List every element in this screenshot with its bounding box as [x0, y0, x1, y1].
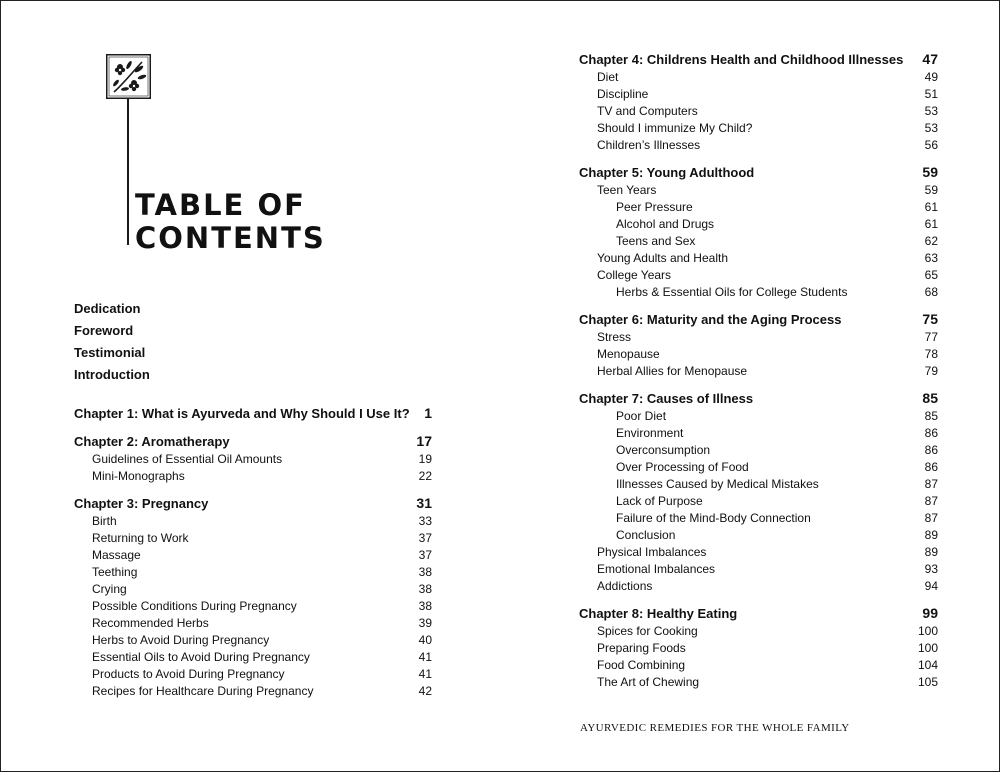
- entry-label: Physical Imbalances: [597, 545, 707, 559]
- chapter-title: Chapter 5: Young Adulthood: [579, 165, 755, 180]
- entry-page-number: 65: [924, 268, 938, 282]
- entry-label: Discipline: [597, 87, 649, 101]
- entry-page-number: 62: [924, 234, 938, 248]
- entry-page-number: 105: [917, 675, 938, 689]
- entry-label: Lack of Purpose: [616, 494, 703, 508]
- toc-entry[interactable]: [579, 510, 938, 527]
- entry-page-number: 93: [924, 562, 938, 576]
- entry-label: Alcohol and Drugs: [616, 217, 715, 231]
- entry-label: Spices for Cooking: [597, 624, 698, 638]
- toc-entry[interactable]: [579, 578, 938, 595]
- chapter-title: Chapter 6: Maturity and the Aging Process: [579, 312, 842, 327]
- toc-entry[interactable]: [74, 564, 432, 581]
- toc-entry[interactable]: [74, 581, 432, 598]
- toc-entry[interactable]: [579, 408, 938, 425]
- page-title: [135, 189, 326, 255]
- running-footer: AYURVEDIC REMEDIES FOR THE WHOLE FAMILY: [580, 722, 850, 734]
- entry-page-number: 38: [418, 599, 432, 613]
- chapter-heading[interactable]: [74, 431, 432, 451]
- toc-entry[interactable]: [579, 363, 938, 380]
- chapter-heading[interactable]: [579, 309, 938, 329]
- entry-label: Emotional Imbalances: [597, 562, 716, 576]
- entry-label: Peer Pressure: [616, 200, 693, 214]
- toc-entry[interactable]: [579, 674, 938, 691]
- toc-entry[interactable]: [579, 476, 938, 493]
- chapter-title: Chapter 2: Aromatherapy: [74, 434, 230, 449]
- toc-entry[interactable]: [579, 284, 938, 301]
- entry-label: Herbal Allies for Menopause: [597, 364, 748, 378]
- entry-page-number: 39: [418, 616, 432, 630]
- toc-entry[interactable]: [74, 649, 432, 666]
- entry-page-number: 87: [924, 511, 938, 525]
- toc-entry[interactable]: [74, 632, 432, 649]
- toc-entry[interactable]: [579, 233, 938, 250]
- entry-page-number: 40: [418, 633, 432, 647]
- entry-label: Massage: [92, 548, 141, 562]
- entry-page-number: 59: [924, 183, 938, 197]
- entry-label: Illnesses Caused by Medical Mistakes: [616, 477, 819, 491]
- front-matter-item-foreword[interactable]: Foreword: [74, 323, 134, 338]
- entry-label: Recipes for Healthcare During Pregnancy: [92, 684, 314, 698]
- chapter-heading[interactable]: [579, 388, 938, 408]
- chapter-page-number: 75: [922, 311, 938, 327]
- title-line-2: CONTENTS: [135, 221, 326, 255]
- entry-label: Possible Conditions During Pregnancy: [92, 599, 297, 613]
- entry-page-number: 78: [924, 347, 938, 361]
- toc-entry[interactable]: [74, 451, 432, 468]
- toc-chapter: [74, 493, 432, 700]
- toc-chapter: [74, 403, 432, 423]
- chapter-heading[interactable]: [74, 493, 432, 513]
- entry-page-number: 42: [418, 684, 432, 698]
- entry-label: Crying: [92, 582, 127, 596]
- toc-entry[interactable]: [579, 640, 938, 657]
- entry-label: Children’s Illnesses: [597, 138, 701, 152]
- toc-entry[interactable]: [74, 530, 432, 547]
- entry-page-number: 63: [924, 251, 938, 265]
- toc-chapter: [579, 388, 938, 595]
- toc-entry[interactable]: [579, 544, 938, 561]
- front-matter-item-testimonial[interactable]: Testimonial: [74, 345, 146, 360]
- entry-label: Environment: [616, 426, 684, 440]
- entry-page-number: 37: [418, 548, 432, 562]
- entry-page-number: 19: [418, 452, 432, 466]
- entry-page-number: 38: [418, 582, 432, 596]
- chapter-page-number: 17: [416, 433, 432, 449]
- toc-entry[interactable]: [579, 561, 938, 578]
- chapter-title: Chapter 1: What is Ayurveda and Why Should I Use It?: [74, 406, 410, 421]
- toc-entry[interactable]: [74, 598, 432, 615]
- entry-label: Poor Diet: [616, 409, 667, 423]
- entry-page-number: 89: [924, 528, 938, 542]
- toc-entry[interactable]: [579, 527, 938, 544]
- chapter-page-number: 59: [922, 164, 938, 180]
- entry-page-number: 87: [924, 477, 938, 491]
- entry-page-number: 79: [924, 364, 938, 378]
- toc-entry[interactable]: [74, 513, 432, 530]
- entry-label: Teething: [92, 565, 138, 579]
- entry-page-number: 53: [924, 121, 938, 135]
- chapter-page-number: 31: [416, 495, 432, 511]
- toc-entry[interactable]: [579, 346, 938, 363]
- chapter-title: Chapter 4: Childrens Health and Childhood Illnesses: [579, 52, 904, 67]
- toc-entry[interactable]: [579, 329, 938, 346]
- toc-entry[interactable]: [74, 666, 432, 683]
- entry-page-number: 86: [924, 460, 938, 474]
- chapter-page-number: 85: [922, 390, 938, 406]
- toc-chapter: [579, 309, 938, 380]
- chapter-page-number: 99: [922, 605, 938, 621]
- title-line-1: TABLE OF: [135, 188, 306, 222]
- entry-page-number: 68: [924, 285, 938, 299]
- chapter-title: Chapter 8: Healthy Eating: [579, 606, 738, 621]
- toc-entry[interactable]: [579, 425, 938, 442]
- toc-entry[interactable]: [579, 103, 938, 120]
- toc-entry[interactable]: [579, 493, 938, 510]
- decorative-vertical-rule: [127, 99, 129, 245]
- toc-entry[interactable]: [579, 137, 938, 154]
- entry-label: Guidelines of Essential Oil Amounts: [92, 452, 283, 466]
- toc-entry[interactable]: [579, 86, 938, 103]
- entry-page-number: 87: [924, 494, 938, 508]
- entry-label: Birth: [92, 514, 117, 528]
- toc-entry[interactable]: [579, 182, 938, 199]
- toc-entry[interactable]: [579, 267, 938, 284]
- chapter-title: Chapter 3: Pregnancy: [74, 496, 209, 511]
- entry-page-number: 61: [924, 217, 938, 231]
- entry-label: Menopause: [597, 347, 660, 361]
- entry-page-number: 41: [418, 667, 432, 681]
- entry-label: Herbs to Avoid During Pregnancy: [92, 633, 270, 647]
- entry-label: Overconsumption: [616, 443, 711, 457]
- entry-page-number: 22: [418, 469, 432, 483]
- entry-label: Products to Avoid During Pregnancy: [92, 667, 285, 681]
- front-matter-list: [74, 298, 150, 386]
- toc-entry[interactable]: [74, 468, 432, 485]
- entry-page-number: 56: [924, 138, 938, 152]
- entry-page-number: 51: [924, 87, 938, 101]
- entry-label: The Art of Chewing: [597, 675, 700, 689]
- toc-entry[interactable]: [579, 657, 938, 674]
- toc-entry[interactable]: [74, 615, 432, 632]
- entry-page-number: 77: [924, 330, 938, 344]
- entry-page-number: 41: [418, 650, 432, 664]
- chapter-heading[interactable]: [579, 49, 938, 69]
- entry-label: College Years: [597, 268, 672, 282]
- entry-page-number: 89: [924, 545, 938, 559]
- toc-chapter: [579, 49, 938, 154]
- toc-chapter: [579, 162, 938, 301]
- chapter-page-number: 47: [922, 51, 938, 67]
- toc-entry[interactable]: [579, 199, 938, 216]
- toc-entry[interactable]: [579, 250, 938, 267]
- entry-page-number: 53: [924, 104, 938, 118]
- entry-page-number: 37: [418, 531, 432, 545]
- entry-label: Conclusion: [616, 528, 676, 542]
- entry-label: Teen Years: [597, 183, 657, 197]
- chapter-page-number: 1: [424, 405, 432, 421]
- chapter-heading[interactable]: [74, 403, 432, 423]
- toc-entry[interactable]: [579, 216, 938, 233]
- entry-label: Essential Oils to Avoid During Pregnancy: [92, 650, 310, 664]
- entry-label: Stress: [597, 330, 632, 344]
- entry-label: Food Combining: [597, 658, 686, 672]
- entry-page-number: 38: [418, 565, 432, 579]
- entry-page-number: 33: [418, 514, 432, 528]
- toc-entry[interactable]: [74, 547, 432, 564]
- toc-entry[interactable]: [579, 120, 938, 137]
- toc-entry[interactable]: [74, 683, 432, 700]
- front-matter-item-introduction[interactable]: Introduction: [74, 367, 150, 382]
- chapter-heading[interactable]: [579, 162, 938, 182]
- entry-label: Mini-Monographs: [92, 469, 185, 483]
- entry-label: Herbs & Essential Oils for College Students: [616, 285, 848, 299]
- entry-label: Preparing Foods: [597, 641, 686, 655]
- entry-label: Addictions: [597, 579, 653, 593]
- entry-label: Over Processing of Food: [616, 460, 749, 474]
- entry-label: Recommended Herbs: [92, 616, 209, 630]
- toc-entry[interactable]: [579, 459, 938, 476]
- toc-chapter: [579, 603, 938, 691]
- entry-page-number: 104: [917, 658, 938, 672]
- chapter-heading[interactable]: [579, 603, 938, 623]
- entry-label: Diet: [597, 70, 619, 84]
- entry-label: Teens and Sex: [616, 234, 696, 248]
- floral-ornament-icon: [106, 54, 151, 99]
- entry-page-number: 100: [917, 624, 938, 638]
- entry-label: Should I immunize My Child?: [597, 121, 753, 135]
- entry-page-number: 86: [924, 443, 938, 457]
- toc-chapter: [74, 431, 432, 485]
- entry-label: Young Adults and Health: [597, 251, 728, 265]
- entry-page-number: 61: [924, 200, 938, 214]
- toc-column-right: [579, 49, 938, 699]
- entry-label: Returning to Work: [92, 531, 189, 545]
- front-matter-item-dedication[interactable]: Dedication: [74, 301, 141, 316]
- entry-page-number: 49: [924, 70, 938, 84]
- toc-entry[interactable]: [579, 69, 938, 86]
- toc-entry[interactable]: [579, 442, 938, 459]
- toc-column-left: [74, 403, 432, 708]
- entry-page-number: 85: [924, 409, 938, 423]
- entry-page-number: 94: [924, 579, 938, 593]
- entry-label: Failure of the Mind-Body Connection: [616, 511, 811, 525]
- entry-page-number: 100: [917, 641, 938, 655]
- chapter-title: Chapter 7: Causes of Illness: [579, 391, 754, 406]
- toc-entry[interactable]: [579, 623, 938, 640]
- entry-label: TV and Computers: [597, 104, 698, 118]
- entry-page-number: 86: [924, 426, 938, 440]
